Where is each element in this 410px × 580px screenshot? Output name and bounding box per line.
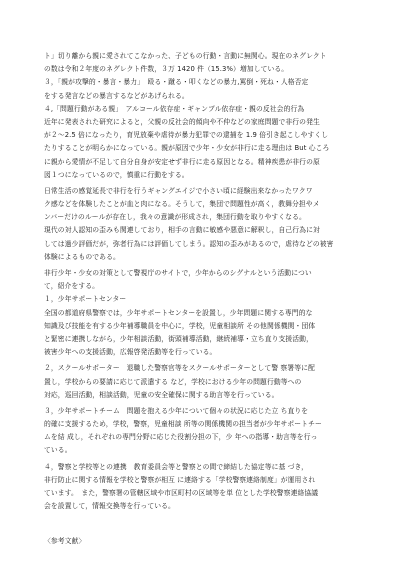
text-line: 近年に発表された研究によると，父親の反社会的傾向や不仲などの家庭問題で非行の発生 [44, 117, 320, 126]
text-line: 被害少年への支援活動，広報啓発活動等を行っている。 [44, 348, 217, 357]
text-line: 全国の都道府県警察では，少年サポートセンターを設置し，少年問題に関する専門的な [44, 308, 313, 317]
text-line: 非行少年・少女の対策として警視庁のサイトで，少年からのシグナルという活動につい [44, 269, 312, 277]
text-line: て，紹介をする。 [44, 282, 100, 291]
text-line: 的確に支援するため，学校，警察，児童相談 所等の関係機関の担当者が少年サポートチー [44, 420, 322, 429]
text-line: ク感などを体験したことが血と肉になる。そうして，集団で問題性が高く，教舞分担やメ [44, 200, 320, 209]
text-line: に親から愛情が不足して自分自身が安定せず非行に走る原因となる。精神疾患が非行の原 [44, 157, 320, 166]
text-line: 知識及び技能を有する少年補導職員を中心に，学校，児童相談所 その他関係機関・団体 [44, 321, 316, 330]
text-line: の数は令和２年度のネグレクト件数，３万 1420 件（15.3%）増加している。 [44, 65, 289, 74]
text-line: が２〜2.5 倍になったり，育児放棄や虐待が暴力犯罪での逮捕を 1.9 倍引き起こしやすくし [44, 131, 329, 140]
text-line: ２，スクールサポーター 退職した警察官等をスクールサポーターとして警 察署等に配 [44, 364, 315, 373]
text-line: 対応，巡回活動，相談活動，児童の安全確保に関する助言等を行っている。 [44, 390, 279, 399]
text-line: 置し，学校からの要請に応じて派遣する など，学校における少年の問題行動等への [44, 377, 302, 386]
text-line: 日常生活の感覚延長で非行を行うギャングエイジで小さい頃に経験出来なかったワクワ [44, 186, 313, 195]
text-line: ３，少年サポートチーム 問題を抱える少年について個々の状況に応じた立 ち直りを [44, 406, 309, 415]
text-line: 非行防止に関する情報を学校と警察が相互 に連絡する「学校警察連絡制度」が運用され [44, 475, 316, 484]
text-line: 図１つになっているので，慎重に行動をする。 [44, 170, 189, 179]
document-body [44, 50, 366, 513]
text-line: 会を設置して，情報交換等を行っている。 [44, 502, 175, 511]
text-line: ４，警察と学校等との連携 教育委員会等と警察との間で締結した協定等に基 づき， [44, 462, 309, 471]
text-line: と緊密に連携しながら，少年相談活動，街頭補導活動，継続補導・立ち直り支援活動， [44, 334, 313, 343]
text-line: ４,「問題行動がある親」 アルコール依存症・ギャンブル依存症・親の反社会的行為 [44, 104, 305, 113]
text-line: ムを結 成し，それぞれの専門分野に応じた役割分担の下，少 年への指導・助言等を行っ [44, 433, 318, 442]
text-line: 現代の対人認知の歪みも関連しており，相手の言動に敏感や悪意に解釈し，自己行為に対 [44, 226, 320, 235]
text-line: 体験によるものである。 [44, 252, 120, 261]
section-heading: １，少年サポートセンター [44, 295, 127, 304]
text-line: ンバーだけのルールが存在し，我々の意識が形成され，集団行動を取りやすくなる。 [44, 213, 306, 222]
text-line: たりすることが明らかになっている。親が原因で少年・少女が非行に走る理由は But 心ころ [44, 144, 330, 153]
text-line: ３，「親が攻撃的・暴言・暴力」 殴る・蹴る・叩くなどの暴力,罵倒・死ね・人格否定 [44, 78, 309, 87]
text-line: ている。 [44, 446, 72, 455]
text-line: ト」切り離から親に愛されてこなかった、子どもの行動・言動に無関心。現在のネグレクト [44, 52, 327, 60]
text-line: をする発言などの暴言するなどがあげられる。 [44, 91, 189, 100]
references-label: 〈参考文献〉 [44, 537, 86, 546]
text-line: しては過少評価だが，弥者行為には評価してしまう。認知の歪みがあるので，虐待などの被害 [44, 239, 334, 248]
text-line: ています。 また，警察署の管轄区域や市区町村の区域等を単 位とした学校警察連絡協議 [44, 489, 319, 497]
